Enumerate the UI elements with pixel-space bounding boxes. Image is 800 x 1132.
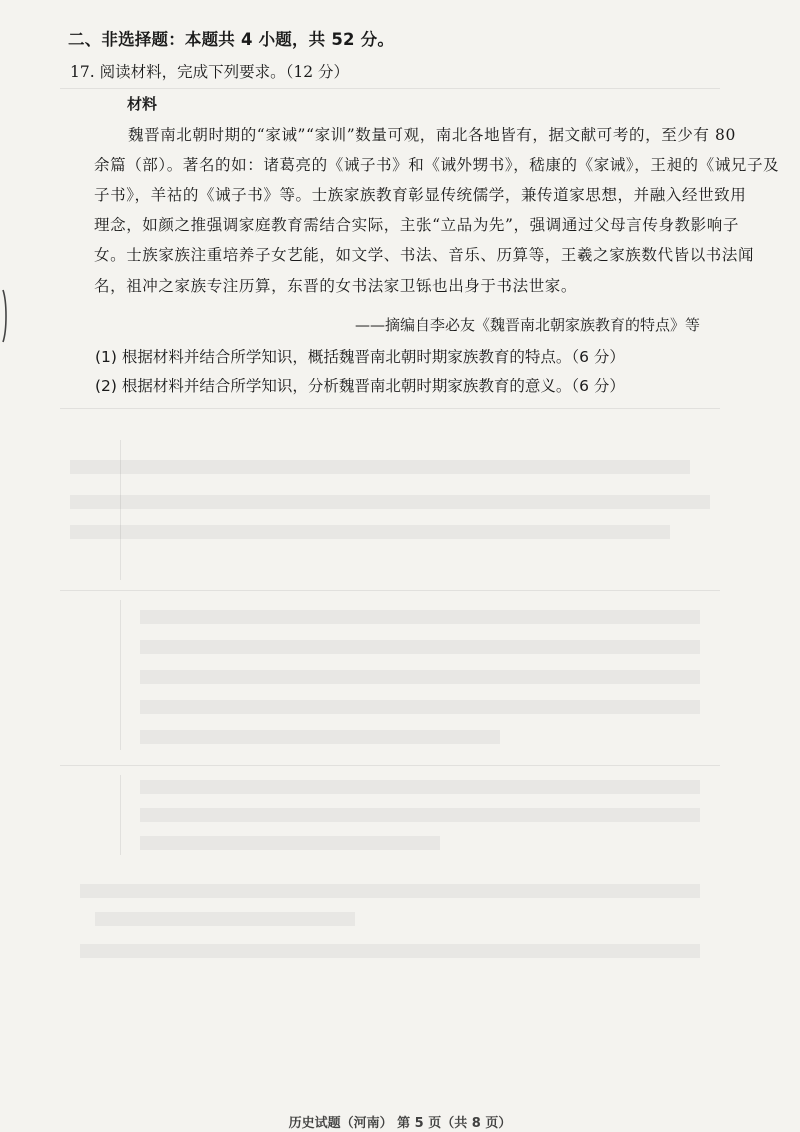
page-footer: 历史试题（河南） 第 5 页（共 8 页） (288, 1116, 512, 1131)
material-source: ——摘编自李必友《魏晋南北朝家族教育的特点》等 (354, 316, 700, 334)
material-line: 魏晋南北朝时期的“家诫”“家训”数量可观，南北各地皆有，据文献可考的，至少有 80 (128, 126, 736, 144)
sub-question-2: (2) 根据材料并结合所学知识，分析魏晋南北朝时期家族教育的意义。（6 分） (95, 377, 625, 395)
sub-question-1: (1) 根据材料并结合所学知识，概括魏晋南北朝时期家族教育的特点。（6 分） (95, 348, 625, 366)
binder-hole-mark (0, 288, 8, 344)
material-label: 材料 (127, 95, 158, 113)
material-line: 子书》，羊祜的《诫子书》等。士族家族教育彰显传统儒学，兼传道家思想，并融入经世致用 (94, 186, 747, 204)
material-line: 理念，如颜之推强调家庭教育需结合实际，主张“立品为先”，强调通过父母言传身教影响子 (94, 216, 739, 234)
material-line: 余篇（部）。著名的如：诸葛亮的《诫子书》和《诫外甥书》，嵇康的《家诫》，王昶的《诫兄子及 (94, 156, 780, 174)
section-heading: 二、非选择题：本题共 4 小题，共 52 分。 (68, 30, 395, 49)
material-line: 女。士族家族注重培养子女艺能，如文学、书法、音乐、历算等，王羲之家族数代皆以书法闻 (94, 246, 755, 264)
material-line: 名，祖冲之家族专注历算，东晋的女书法家卫铄也出身于书法世家。 (94, 277, 578, 295)
question-title: 17. 阅读材料，完成下列要求。（12 分） (70, 63, 349, 81)
